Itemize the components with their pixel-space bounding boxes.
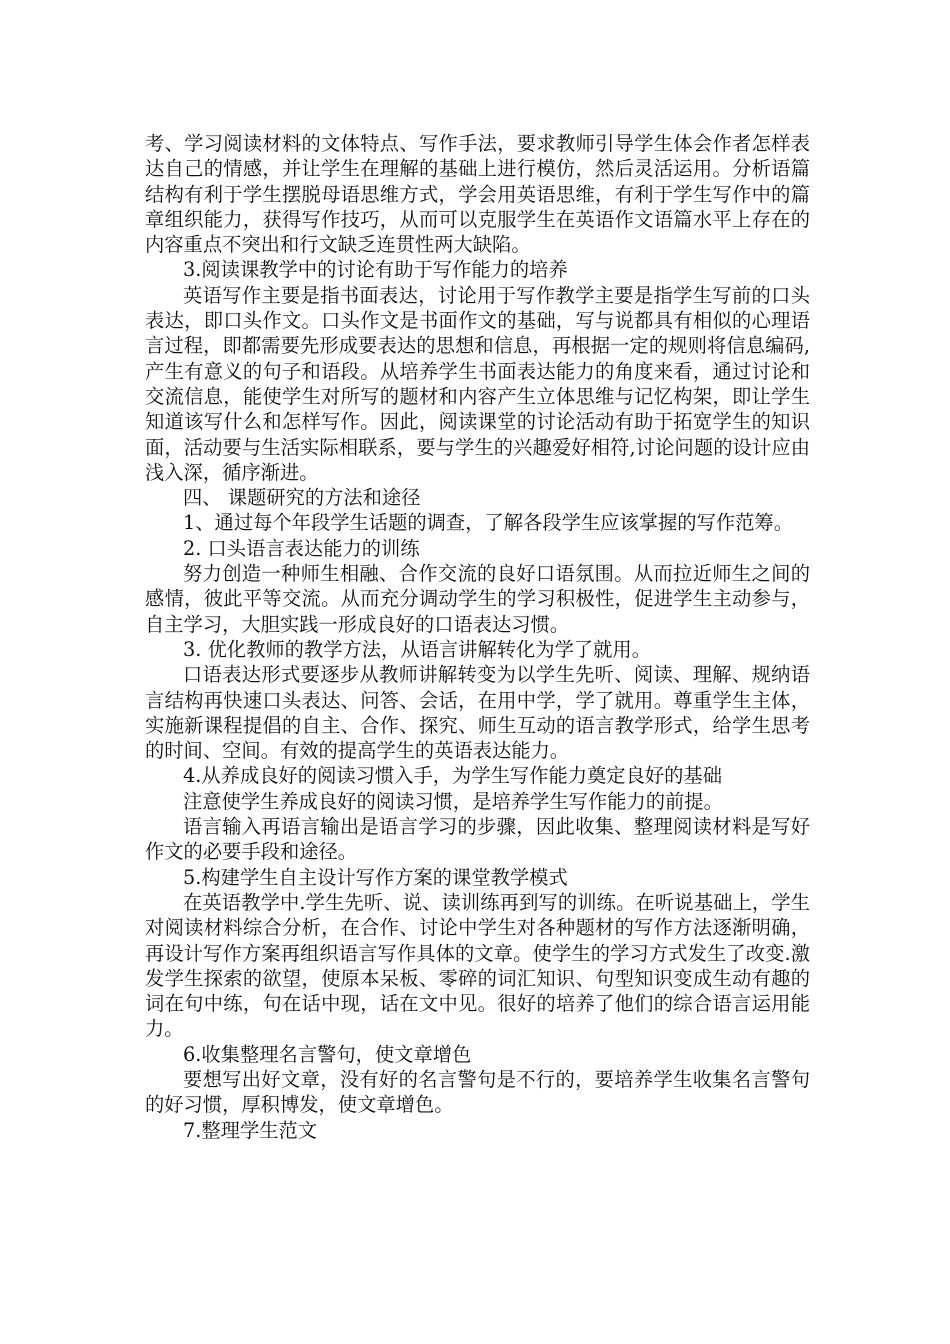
paragraph-input-output: 语言输入再语言输出是语言学习的步骤，因此收集、整理阅读材料是写好作文的必要手段和途径。 — [145, 815, 810, 864]
paragraph-oral-atmosphere: 努力创造一种师生相融、合作交流的良好口语氛围。从而拉近师生之间的感情，彼此平等交流。从而充分调动学生的学习积极性，促进学生主动参与，自主学习，大胆实践一形成良好的口语表达习惯。 — [145, 562, 810, 636]
heading-section-four: 四、 课题研究的方法和途径 — [183, 486, 421, 510]
heading-item-5-teaching-model: 5.构建学生自主设计写作方案的课堂教学模式 — [183, 865, 568, 889]
paragraph-quotations: 要想写出好文章，没有好的名言警句是不行的，要培养学生收集名言警句的好习惯，厚积博发，使文章增色。 — [145, 1067, 810, 1117]
heading-item-3-teaching-method: 3. 优化教师的教学方法，从语言讲解转化为学了就用。 — [183, 637, 651, 661]
paragraph-teaching-model: 在英语教学中.学生先听、说、读训练再到写的训练。在听说基础上，学生对阅读材料综合分析，在合作、讨论中学生对各种题材的写作方法逐渐明确，再设计写作方案再组织语言写作具体的文章。使学生的学习方式发生了改变.激发学生探索的欲望，使原本呆板、零碎的词汇知识、句型知识变成生动有趣的词在句中练，句在话中现，话在文中见。很好的培养了他们的综合语言运用能力。 — [145, 890, 810, 1041]
document-body — [145, 131, 810, 1143]
item-1-topic-survey: 1、通过每个年段学生话题的调查，了解各段学生应该掌握的写作范筹。 — [183, 511, 793, 535]
heading-item-6-quotations: 6.收集整理名言警句，使文章增色 — [183, 1042, 472, 1066]
paragraph-continuation: 考、学习阅读材料的文体特点、写作手法，要求教师引导学生体会作者怎样表达自己的情感，并让学生在理解的基础上进行模仿，然后灵活运用。分析语篇结构有利于学生摆脱母语思维方式，学会用英语思维，有利于学生写作中的篇章组织能力，获得写作技巧，从而可以克服学生在英语作文语篇水平上存在的内容重点不突出和行文缺乏连贯性两大缺陷。 — [145, 132, 810, 257]
heading-item-7-model-essays: 7.整理学生范文 — [183, 1118, 318, 1142]
paragraph-oral-composition: 英语写作主要是指书面表达，讨论用于写作教学主要是指学生写前的口头表达，即口头作文。口头作文是书面作文的基础，写与说都具有相似的心理语言过程，即都需要先形成要表达的思想和信息，再根据一定的规则将信息编码,产生有意义的句子和语段。从培养学生书面表达能力的角度来看，通过讨论和交流信息，能使学生对所写的题材和内容产生立体思维与记忆构架，即让学生知道该写什么和怎样写作。因此，阅读课堂的讨论活动有助于拓宽学生的知识面，活动要与生活实际相联系，要与学生的兴趣爱好相符,讨论问题的设计应由浅入深，循序渐进。 — [145, 283, 810, 484]
heading-reading-discussion: 3.阅读课教学中的讨论有助于写作能力的培养 — [183, 258, 568, 282]
paragraph-oral-expression-form: 口语表达形式要逐步从教师讲解转变为以学生先听、阅读、理解、规纳语言结构再快速口头表达、问答、会话，在用中学，学了就用。尊重学生主体，实施新课程提倡的自主、合作、探究、师生互动的语言教学形式，给学生思考的时间、空间。有效的提高学生的英语表达能力。 — [145, 663, 810, 763]
heading-item-4-reading-habits: 4.从养成良好的阅读习惯入手，为学生写作能力奠定良好的基础 — [183, 764, 722, 788]
paragraph-reading-habits: 注意使学生养成良好的阅读习惯，是培养学生写作能力的前提。 — [183, 789, 723, 813]
heading-item-2-oral-training: 2. 口头语言表达能力的训练 — [183, 536, 420, 560]
